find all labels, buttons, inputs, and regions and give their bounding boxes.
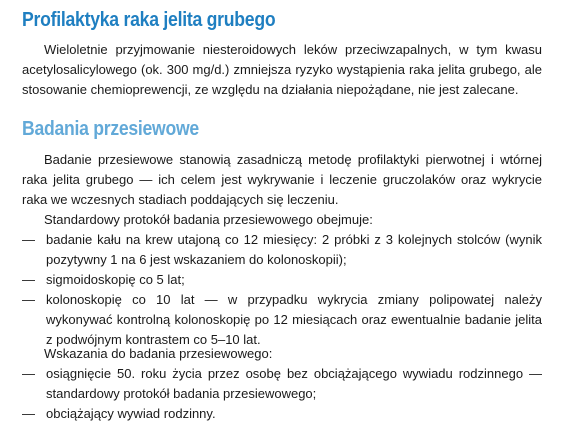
indications-list [22,364,542,424]
list-item-text: obciążający wywiad rodzinny. [46,406,216,421]
dash-bullet: — [22,272,35,287]
section-title-screening: Badania przesiewowe [22,118,199,140]
protocol-list [22,230,542,350]
dash-bullet: — [22,366,35,381]
list-item-text: badanie kału na krew utajoną co 12 miesięcy: 2 próbki z 3 kolejnych stolców (wynik pozytywny 1 na 6 jest wskazaniem do kolonoskopii); [46,232,542,267]
list-item [22,404,542,424]
dash-bullet: — [22,292,35,307]
list-item [22,364,542,404]
protocol-intro: Standardowy protokół badania przesiewowego obejmuje: [44,212,373,227]
dash-bullet: — [22,406,35,421]
screening-section-body [22,150,542,350]
list-item-text: kolonoskopię co 10 lat — w przypadku wykrycia zmiany polipowatej należy wykonywać kontrolną kolonoskopię po 12 miesiącach oraz ewentualnie badanie jelita z podwójnym kontrastem co 5–10 lat. [46,292,542,347]
indications-intro: Wskazania do badania przesiewowego: [44,346,273,361]
list-item [22,270,542,290]
dash-bullet: — [22,232,35,247]
section-title-prevention: Profilaktyka raka jelita grubego [22,8,276,31]
indications-section-body [22,344,542,424]
list-item-text: sigmoidoskopię co 5 lat; [46,272,185,287]
prevention-paragraph: Wieloletnie przyjmowanie niesteroidowych leków przeciwzapalnych, w tym kwasu acetylosalicylowego (ok. 300 mg/d.) zmniejsza ryzyko wystąpienia raka jelita grubego, ale stosowanie chemioprewencji, ze względu na działania niepożądane, nie jest zalecane. [22,42,542,97]
screening-paragraph: Badanie przesiewowe stanowią zasadniczą metodę profilaktyki pierwotnej i wtórnej raka jelita grubego — ich celem jest wykrywanie i leczenie gruczolaków oraz wykrycie raka we wczesnych stadiach poddających się leczeniu. [22,152,542,207]
list-item [22,290,542,350]
list-item-text: osiągnięcie 50. roku życia przez osobę bez obciążającego wywiadu rodzinnego — standardowy protokół badania przesiewowego; [46,366,542,401]
list-item [22,230,542,270]
prevention-section-body [22,40,542,100]
